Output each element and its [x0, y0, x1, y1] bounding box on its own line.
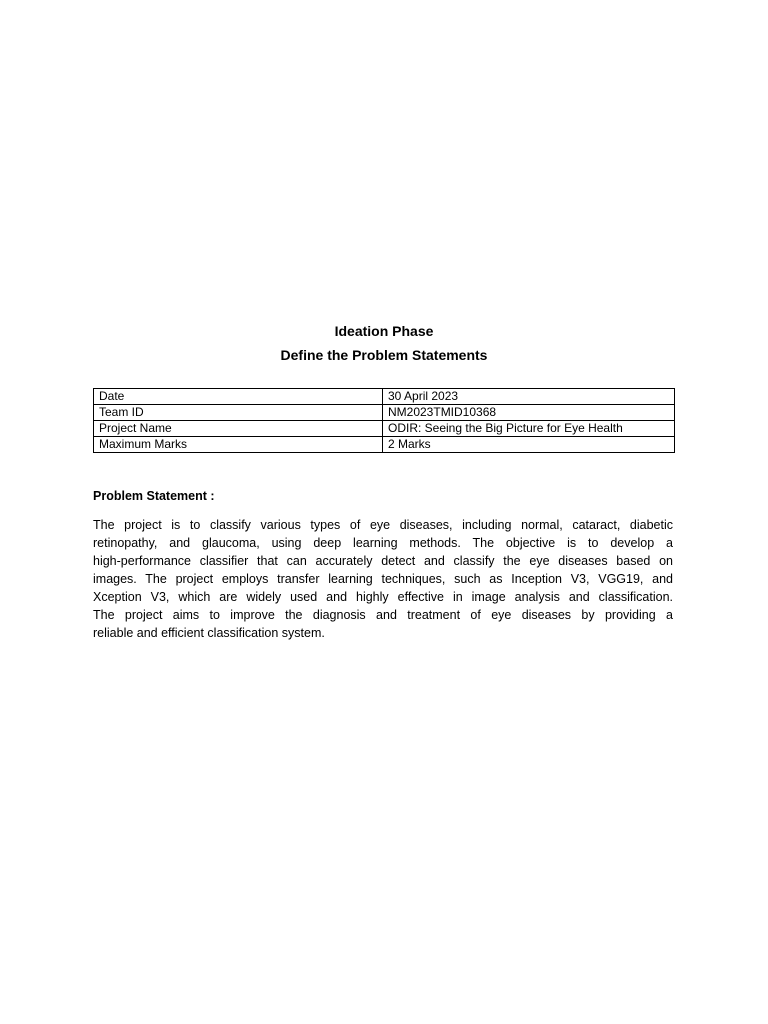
paragraph-line: reliable and efficient classification system.	[93, 626, 325, 640]
paragraph-line: The project is to classify various types of eye diseases, including normal, cataract, diabetic	[93, 518, 673, 532]
page-subtitle: Define the Problem Statements	[280, 347, 488, 363]
team-id-label: Team ID	[94, 405, 383, 421]
paragraph-line: retinopathy, and glaucoma, using deep learning methods. The objective is to develop a	[93, 536, 673, 550]
page-title: Ideation Phase	[334, 323, 434, 339]
problem-statement-heading: Problem Statement :	[93, 489, 215, 503]
table-row-maximum-marks	[94, 437, 675, 453]
table-row-team-id	[94, 405, 675, 421]
team-id-value: NM2023TMID10368	[383, 405, 675, 421]
paragraph-line: Xception V3, which are widely used and highly effective in image analysis and classification.	[93, 590, 673, 604]
date-value: 30 April 2023	[383, 389, 675, 405]
project-name-label: Project Name	[94, 421, 383, 437]
project-info-table	[93, 388, 675, 453]
problem-statement-body	[93, 516, 673, 642]
date-label: Date	[94, 389, 383, 405]
project-name-value: ODIR: Seeing the Big Picture for Eye Health	[383, 421, 675, 437]
paragraph-line: images. The project employs transfer learning techniques, such as Inception V3, VGG19, and	[93, 572, 673, 586]
table-row-date	[94, 389, 675, 405]
paragraph-line: high-performance classifier that can accurately detect and classify the eye diseases based on	[93, 554, 673, 568]
maximum-marks-label: Maximum Marks	[94, 437, 383, 453]
paragraph-line: The project aims to improve the diagnosis and treatment of eye diseases by providing a	[93, 608, 673, 622]
maximum-marks-value: 2 Marks	[383, 437, 675, 453]
table-row-project-name	[94, 421, 675, 437]
